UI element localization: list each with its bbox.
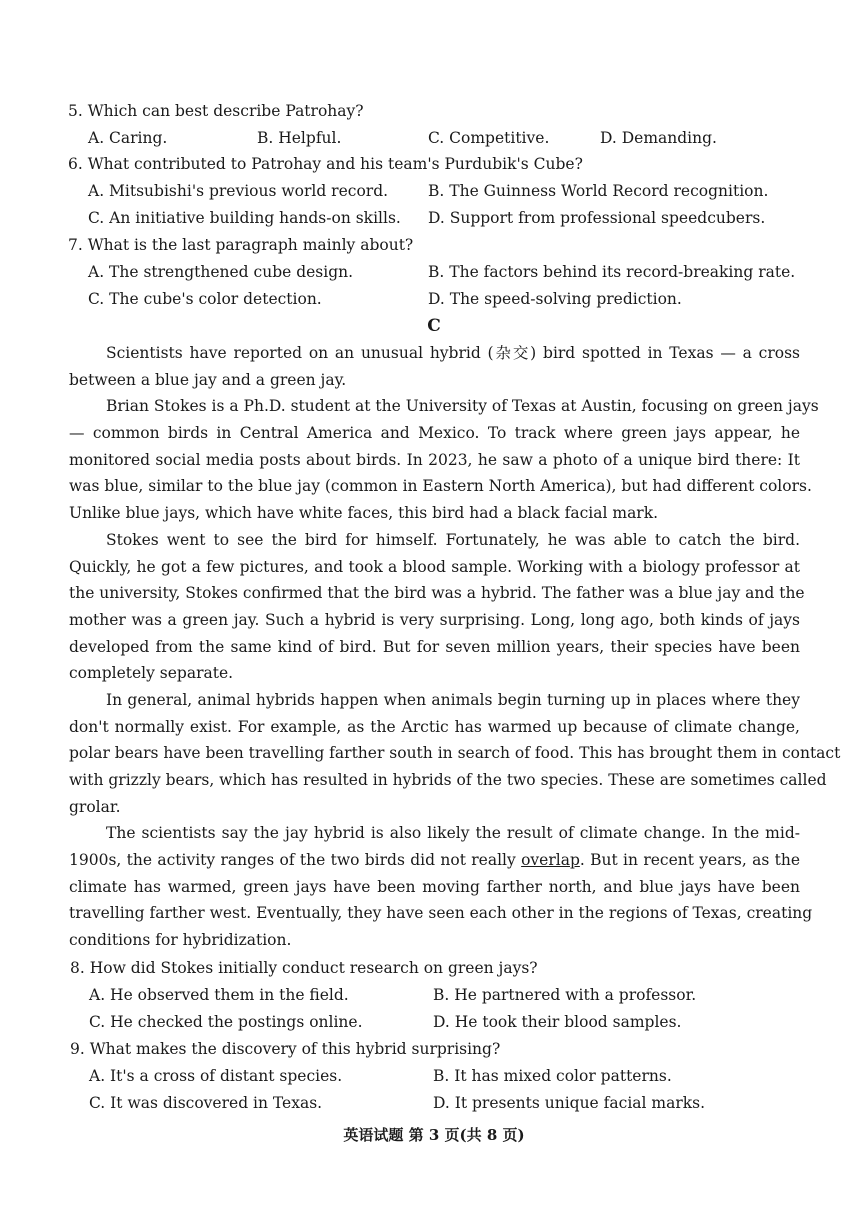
underlined-word: overlap bbox=[521, 851, 580, 870]
passage-line: developed from the same kind of bird. But for seven million years, their species have been bbox=[69, 637, 800, 656]
question-7-option-d: D. The speed-solving prediction. bbox=[428, 290, 682, 308]
passage-line: polar bears have been travelling farther south in search of food. This has brought them in contact bbox=[69, 744, 841, 763]
question-8-option-d: D. He took their blood samples. bbox=[433, 1013, 682, 1031]
passage-line: grolar. bbox=[69, 797, 121, 816]
question-9-option-c: C. It was discovered in Texas. bbox=[89, 1094, 323, 1112]
passage-text: . But in recent years, as the bbox=[579, 851, 800, 870]
question-7-option-c: C. The cube's color detection. bbox=[88, 290, 322, 308]
question-6-option-b: B. The Guinness World Record recognition. bbox=[428, 182, 769, 200]
passage-line: Brian Stokes is a Ph.D. student at the University of Texas at Austin, focusing on green jays bbox=[106, 397, 819, 416]
passage-line: Scientists have reported on an unusual hybrid (杂交) bird spotted in Texas — a cross bbox=[106, 344, 800, 362]
passage-line: — common birds in Central America and Mexico. To track where green jays appear, he bbox=[69, 424, 800, 443]
passage bbox=[69, 343, 841, 957]
passage-line: Stokes went to see the bird for himself. Fortunately, he was able to catch the bird. bbox=[106, 530, 800, 549]
question-8-option-c: C. He checked the postings online. bbox=[89, 1013, 363, 1031]
question-6-stem: 6. What contributed to Patrohay and his team's Purdubik's Cube? bbox=[68, 155, 583, 173]
passage-line-with-underline bbox=[69, 850, 800, 877]
passage-line: The scientists say the jay hybrid is also likely the result of climate change. In the mid- bbox=[106, 824, 800, 843]
question-7-stem: 7. What is the last paragraph mainly about? bbox=[68, 236, 414, 254]
question-5-stem: 5. Which can best describe Patrohay? bbox=[68, 102, 364, 120]
passage-line: completely separate. bbox=[69, 664, 234, 683]
question-5-option-a: A. Caring. bbox=[88, 129, 168, 147]
passage-line: between a blue jay and a green jay. bbox=[69, 370, 347, 389]
passage-line: travelling farther west. Eventually, they have seen each other in the regions of Texas, creating bbox=[69, 904, 813, 923]
passage-line: In general, animal hybrids happen when animals begin turning up in places where they bbox=[106, 690, 800, 709]
question-6-option-a: A. Mitsubishi's previous world record. bbox=[88, 182, 389, 200]
section-heading: C bbox=[427, 316, 441, 336]
question-7-option-b: B. The factors behind its record-breaking rate. bbox=[428, 263, 796, 281]
passage-line: Unlike blue jays, which have white faces, this bird had a black facial mark. bbox=[69, 504, 659, 523]
question-9-option-a: A. It's a cross of distant species. bbox=[89, 1067, 343, 1085]
passage-line: Quickly, he got a few pictures, and took a blood sample. Working with a biology professor at bbox=[69, 557, 800, 576]
question-5-option-b: B. Helpful. bbox=[257, 129, 342, 147]
question-7-option-a: A. The strengthened cube design. bbox=[88, 263, 354, 281]
page-footer: 英语试题 第 3 页(共 8 页) bbox=[343, 1126, 525, 1144]
passage-line: conditions for hybridization. bbox=[69, 931, 292, 950]
passage-line: the university, Stokes confirmed that the bird was a hybrid. The father was a blue jay and the bbox=[69, 584, 805, 603]
passage-line: mother was a green jay. Such a hybrid is very surprising. Long, long ago, both kinds of jays bbox=[69, 610, 800, 629]
question-5-option-d: D. Demanding. bbox=[600, 129, 717, 147]
question-6-option-c: C. An initiative building hands-on skills. bbox=[88, 209, 401, 227]
question-8-option-a: A. He observed them in the field. bbox=[89, 986, 349, 1004]
passage-line: was blue, similar to the blue jay (common in Eastern North America), but had different colors. bbox=[69, 477, 812, 496]
question-9-option-b: B. It has mixed color patterns. bbox=[433, 1067, 672, 1085]
question-5-option-c: C. Competitive. bbox=[428, 129, 550, 147]
question-9-option-d: D. It presents unique facial marks. bbox=[433, 1094, 706, 1112]
passage-line: don't normally exist. For example, as the Arctic has warmed up because of climate change, bbox=[69, 717, 800, 736]
question-8-option-b: B. He partnered with a professor. bbox=[433, 986, 697, 1004]
question-8-stem: 8. How did Stokes initially conduct research on green jays? bbox=[70, 959, 538, 977]
passage-line: monitored social media posts about birds. In 2023, he saw a photo of a unique bird there: It bbox=[69, 450, 800, 469]
passage-line: climate has warmed, green jays have been moving farther north, and blue jays have been bbox=[69, 877, 800, 896]
question-9-stem: 9. What makes the discovery of this hybrid surprising? bbox=[70, 1040, 501, 1058]
passage-text: 1900s, the activity ranges of the two birds did not really bbox=[69, 851, 522, 870]
question-6-option-d: D. Support from professional speedcubers. bbox=[428, 209, 766, 227]
passage-line: with grizzly bears, which has resulted in hybrids of the two species. These are sometimes called bbox=[69, 771, 827, 789]
